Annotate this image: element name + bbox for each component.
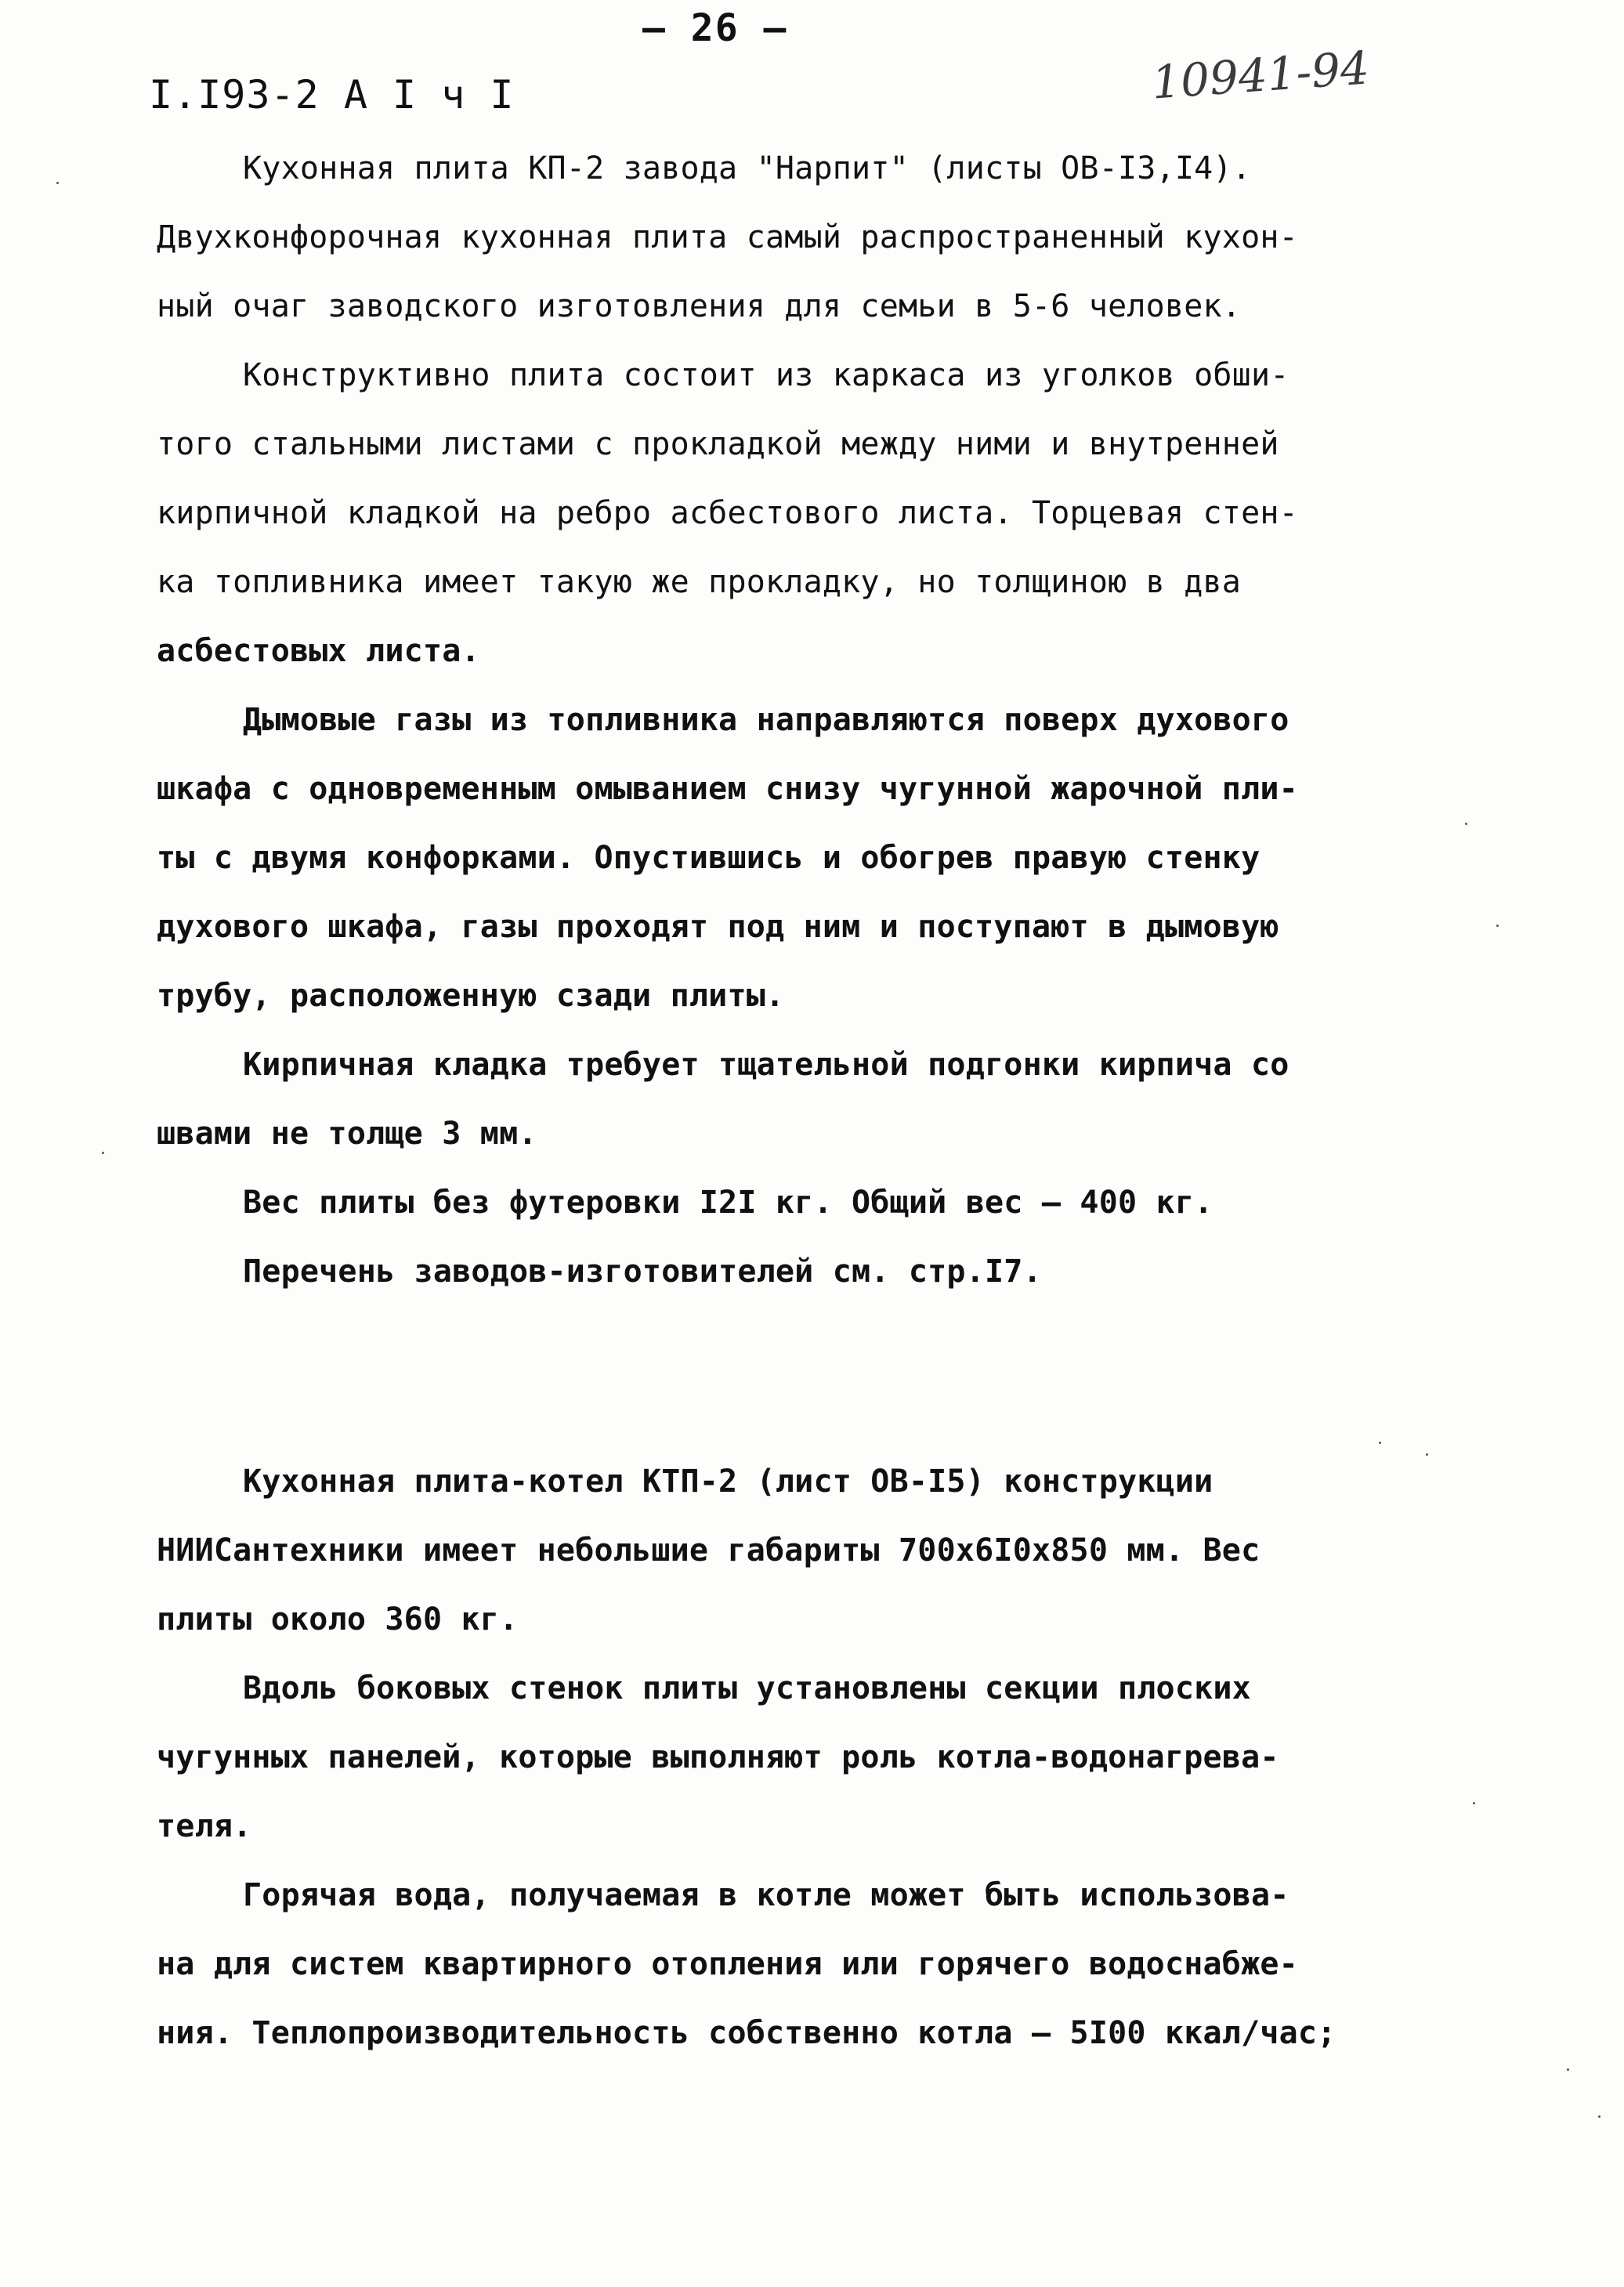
text-line: Конструктивно плита состоит из каркаса из уголков обши-	[243, 357, 1289, 393]
text-line: Кухонная плита-котел КТП-2 (лист ОВ-I5) конструкции	[243, 1464, 1213, 1500]
text-line: шкафа с одновременным омыванием снизу чугунной жарочной пли-	[157, 771, 1298, 807]
text-line: Кухонная плита КП-2 завода "Нарпит" (листы ОВ-I3,I4).	[243, 150, 1251, 186]
text-line: теля.	[157, 1808, 252, 1844]
scan-speck	[1426, 1453, 1428, 1456]
scan-speck	[1598, 2115, 1600, 2118]
handwritten-inventory-number: 10941-94	[1149, 41, 1371, 110]
text-line: духового шкафа, газы проходят под ним и поступают в дымовую	[157, 909, 1279, 945]
scan-speck	[1496, 925, 1499, 927]
text-line: Двухконфорочная кухонная плита самый распространенный кухон-	[157, 219, 1298, 255]
scan-speck	[1465, 823, 1467, 825]
text-line: ты с двумя конфорками. Опустившись и обогрев правую стенку	[157, 840, 1260, 876]
text-line: швами не толще 3 мм.	[157, 1116, 537, 1152]
text-line: ния. Теплопроизводительность собственно котла – 5I00 ккал/час;	[157, 2015, 1336, 2051]
scan-speck	[1567, 2068, 1569, 2071]
scan-speck	[1473, 1802, 1475, 1804]
text-line: того стальными листами с прокладкой между ними и внутренней	[157, 426, 1279, 462]
text-line: Перечень заводов-изготовителей см. стр.I7.	[243, 1254, 1042, 1290]
text-line: Горячая вода, получаемая в котле может быть использова-	[243, 1877, 1289, 1913]
text-line: Кирпичная кладка требует тщательной подгонки кирпича со	[243, 1047, 1289, 1083]
scan-speck	[102, 1152, 104, 1154]
text-line: ка топливника имеет такую же прокладку, но толщиною в два	[157, 564, 1242, 600]
text-line: Дымовые газы из топливника направляются поверх духового	[243, 702, 1289, 738]
text-line: плиты около 360 кг.	[157, 1601, 519, 1637]
text-line: на для систем квартирного отопления или горячего водоснабже-	[157, 1946, 1298, 1982]
scan-speck	[56, 182, 59, 184]
scan-speck	[1379, 1442, 1381, 1444]
text-line: асбестовых листа.	[157, 633, 480, 669]
text-line: чугунных панелей, которые выполняют роль котла-водонагрева-	[157, 1739, 1279, 1775]
text-line: трубу, расположенную сзади плиты.	[157, 978, 785, 1014]
text-line: Вдоль боковых стенок плиты установлены секции плоских	[243, 1670, 1251, 1706]
document-code: I.I93-2 A I ч I	[149, 72, 515, 118]
text-line: ный очаг заводского изготовления для семьи в 5-6 человек.	[157, 288, 1242, 324]
page-number: – 26 –	[642, 6, 788, 50]
text-line: НИИСантехники имеет небольшие габариты 700х6I0х850 мм. Вес	[157, 1533, 1260, 1569]
text-line: кирпичной кладкой на ребро асбестового листа. Торцевая стен-	[157, 495, 1298, 531]
text-line: Вес плиты без футеровки I2I кг. Общий вес – 400 кг.	[243, 1185, 1213, 1221]
